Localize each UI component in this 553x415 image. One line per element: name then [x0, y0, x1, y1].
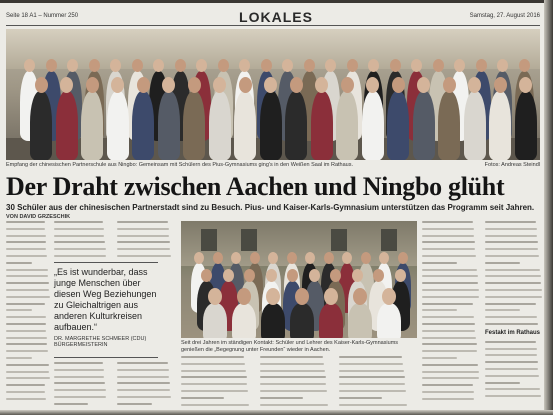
text-line	[422, 337, 476, 339]
text-column-7	[422, 221, 480, 405]
person-head	[476, 59, 487, 72]
text-line	[181, 390, 248, 392]
person-silhouette	[438, 91, 460, 160]
person-silhouette	[183, 91, 205, 160]
text-line	[54, 221, 103, 223]
sidebar-title: Festakt im Rathaus	[485, 329, 541, 336]
text-line	[117, 403, 152, 405]
person-head	[379, 252, 389, 264]
text-line	[6, 391, 45, 393]
person-head	[132, 59, 143, 72]
person-silhouette	[234, 91, 256, 160]
text-line	[6, 248, 46, 250]
sidebar-column	[485, 221, 543, 402]
person-head	[239, 77, 252, 93]
text-line	[422, 343, 477, 345]
text-line	[54, 235, 104, 237]
text-line	[117, 362, 168, 364]
text-line	[54, 389, 106, 391]
text-line	[422, 371, 479, 373]
person-head	[282, 59, 293, 72]
text-line	[422, 309, 457, 311]
text-line	[260, 383, 326, 385]
text-line	[6, 330, 46, 332]
person-head	[443, 77, 456, 93]
person-head	[454, 59, 465, 72]
text-line	[260, 404, 328, 406]
person-head	[213, 252, 223, 264]
text-line	[54, 228, 104, 230]
text-line	[485, 296, 542, 298]
caption-text: Empfang der chinesischen Partnerschule aus Ningbo: Gemeinsam mit Schülern des Pius-Gymnasiums ging's in den Weißen Saal im Rathaus.	[6, 162, 354, 168]
text-line	[6, 262, 32, 264]
text-line	[6, 255, 47, 257]
person-head	[497, 59, 508, 72]
text-line	[485, 323, 538, 325]
section-title: LOKALES	[239, 9, 313, 25]
text-line	[422, 357, 457, 359]
page-edge-bottom	[0, 410, 553, 415]
school-group-photo	[181, 221, 417, 338]
article-byline: VON DAVID GRZESCHIK	[6, 214, 71, 220]
text-line	[6, 364, 49, 366]
person-head	[287, 269, 298, 282]
person-head	[188, 77, 201, 93]
text-line	[485, 316, 537, 318]
text-line	[6, 221, 45, 223]
building-window	[331, 229, 347, 251]
person-head	[519, 77, 532, 93]
person-head	[417, 77, 430, 93]
text-line	[117, 369, 169, 371]
text-column-6	[339, 356, 411, 410]
page-edge-right	[544, 0, 553, 415]
text-line	[422, 303, 473, 305]
text-line	[6, 303, 45, 305]
person-silhouette	[261, 303, 285, 338]
person-head	[231, 252, 241, 264]
person-head	[290, 77, 303, 93]
person-head	[86, 77, 99, 93]
text-line	[339, 376, 405, 378]
text-line	[485, 341, 536, 343]
person-silhouette	[285, 91, 307, 160]
text-line	[117, 396, 171, 398]
person-head	[261, 59, 272, 72]
person-silhouette	[290, 303, 314, 338]
person-silhouette	[515, 91, 537, 160]
person-head	[67, 59, 78, 72]
text-line	[260, 356, 323, 358]
text-line	[6, 228, 45, 230]
photo-credit: Fotos: Andreas Steindl	[484, 162, 540, 168]
pull-quote	[54, 262, 158, 358]
person-head	[264, 77, 277, 93]
person-silhouette	[56, 91, 78, 160]
person-head	[341, 77, 354, 93]
text-line	[260, 370, 325, 372]
text-column-3-bottom	[117, 362, 175, 410]
person-head	[137, 77, 150, 93]
text-line	[485, 275, 541, 277]
photo-border-top	[0, 0, 553, 3]
text-line	[485, 262, 520, 264]
person-head	[382, 288, 396, 305]
person-head	[352, 269, 363, 282]
person-head	[325, 59, 336, 72]
building-window	[201, 229, 217, 251]
person-head	[411, 59, 422, 72]
text-line	[6, 235, 46, 237]
text-line	[6, 269, 48, 271]
text-line	[485, 395, 541, 397]
text-column-2-bottom	[54, 362, 110, 410]
quote-attribution: DR. MARGRETHE SCHMEER (CDU) BÜRGERMEISTERIN	[54, 336, 147, 348]
person-silhouette	[30, 91, 52, 160]
quote-text: „Es ist wunderbar, dass junge Menschen über diesen Weg Beziehungen zu Gleichaltrigen aus anderen Kulturkreisen aufbauen.“	[54, 267, 157, 332]
text-line	[422, 241, 475, 243]
person-silhouette	[158, 91, 180, 160]
text-line	[6, 377, 50, 379]
person-head	[395, 269, 406, 282]
text-line	[181, 383, 247, 385]
person-head	[46, 59, 57, 72]
text-line	[6, 323, 46, 325]
person-head	[390, 59, 401, 72]
text-line	[485, 348, 537, 350]
text-line	[422, 228, 474, 230]
text-line	[117, 248, 170, 250]
text-line	[485, 248, 538, 250]
text-line	[54, 376, 104, 378]
person-head	[324, 252, 334, 264]
text-line	[422, 323, 475, 325]
person-head	[287, 252, 297, 264]
text-line	[339, 356, 402, 358]
text-line	[422, 255, 476, 257]
text-column-3-top	[117, 221, 175, 259]
text-line	[117, 382, 170, 384]
text-line	[54, 396, 106, 398]
text-line	[6, 282, 49, 284]
text-line	[422, 330, 475, 332]
person-silhouette	[387, 91, 409, 160]
person-head	[208, 288, 222, 305]
person-head	[366, 77, 379, 93]
text-line	[339, 383, 405, 385]
person-head	[175, 59, 186, 72]
text-line	[485, 309, 520, 311]
person-silhouette	[319, 303, 343, 338]
text-line	[485, 221, 536, 223]
text-line	[485, 354, 537, 356]
text-line	[6, 350, 48, 352]
text-line	[339, 404, 407, 406]
text-line	[339, 370, 404, 372]
text-line	[54, 362, 103, 364]
person-head	[295, 288, 309, 305]
text-line	[260, 363, 324, 365]
person-head	[342, 252, 352, 264]
person-silhouette	[311, 91, 333, 160]
text-line	[422, 262, 457, 264]
person-head	[468, 77, 481, 93]
article-headline: Der Draht zwischen Aachen und Ningbo glüht	[6, 172, 505, 201]
text-line	[117, 235, 169, 237]
text-line	[54, 369, 104, 371]
person-silhouette	[260, 91, 282, 160]
person-silhouette	[209, 91, 231, 160]
person-head	[24, 59, 35, 72]
text-column-2-top	[54, 221, 110, 259]
text-line	[485, 282, 541, 284]
text-line	[485, 303, 536, 305]
text-line	[485, 382, 520, 384]
person-head	[162, 77, 175, 93]
text-line	[117, 228, 169, 230]
text-line	[181, 356, 244, 358]
person-head	[250, 252, 260, 264]
text-line	[117, 376, 169, 378]
text-line	[117, 255, 171, 257]
person-silhouette	[232, 303, 256, 338]
person-silhouette	[489, 91, 511, 160]
article-subhead: 30 Schüler aus der chinesischen Partnerstadt sind zu Besuch. Pius- und Kaiser-Karls-Gymnasium unterstützen das Programm seit Jahren.	[6, 203, 535, 212]
person-silhouette	[336, 91, 358, 160]
person-head	[35, 77, 48, 93]
text-line	[339, 363, 403, 365]
text-line	[485, 241, 538, 243]
text-line	[485, 289, 542, 291]
text-line	[6, 296, 50, 298]
text-line	[422, 275, 478, 277]
text-line	[54, 382, 105, 384]
person-head	[309, 269, 320, 282]
text-line	[54, 248, 106, 250]
text-line	[485, 388, 540, 390]
person-head	[223, 269, 234, 282]
person-head	[239, 59, 250, 72]
text-line	[422, 391, 474, 393]
person-silhouette	[464, 91, 486, 160]
text-line	[6, 398, 46, 400]
person-head	[244, 269, 255, 282]
text-line	[422, 377, 479, 379]
person-head	[266, 288, 280, 305]
person-head	[368, 59, 379, 72]
person-head	[268, 252, 278, 264]
text-line	[422, 221, 473, 223]
person-head	[266, 269, 277, 282]
text-line	[422, 316, 474, 318]
text-line	[181, 363, 245, 365]
text-line	[422, 289, 479, 291]
building-window	[381, 229, 397, 251]
text-line	[485, 269, 540, 271]
text-line	[181, 404, 249, 406]
text-line	[117, 389, 170, 391]
person-head	[218, 59, 229, 72]
person-silhouette	[413, 91, 435, 160]
text-line	[181, 376, 247, 378]
person-head	[304, 59, 315, 72]
text-line	[260, 376, 326, 378]
text-line	[485, 368, 538, 370]
text-line	[339, 397, 382, 399]
person-head	[315, 77, 328, 93]
person-head	[89, 59, 100, 72]
text-line	[6, 275, 48, 277]
text-line	[485, 235, 537, 237]
group-photo	[6, 29, 540, 160]
text-line	[485, 375, 539, 377]
person-head	[324, 288, 338, 305]
text-line	[422, 235, 474, 237]
person-head	[373, 269, 384, 282]
text-line	[6, 384, 45, 386]
person-head	[194, 252, 204, 264]
page-header	[6, 6, 540, 26]
person-head	[153, 59, 164, 72]
person-head	[305, 252, 315, 264]
text-line	[422, 350, 477, 352]
text-line	[422, 269, 477, 271]
text-line	[181, 370, 246, 372]
person-head	[353, 288, 367, 305]
person-head	[201, 269, 212, 282]
person-head	[196, 59, 207, 72]
person-head	[392, 77, 405, 93]
person-head	[110, 59, 121, 72]
person-head	[361, 252, 371, 264]
text-column-4	[181, 356, 253, 410]
text-line	[6, 343, 47, 345]
person-head	[213, 77, 226, 93]
person-silhouette	[81, 91, 103, 160]
person-head	[494, 77, 507, 93]
person-silhouette	[348, 303, 372, 338]
person-head	[398, 252, 408, 264]
person-head	[330, 269, 341, 282]
text-line	[422, 296, 479, 298]
text-line	[422, 248, 475, 250]
text-line	[485, 255, 539, 257]
photo-caption	[6, 162, 540, 168]
text-line	[54, 403, 88, 405]
person-silhouette	[132, 91, 154, 160]
text-line	[54, 255, 106, 257]
person-silhouette	[107, 91, 129, 160]
issue-date: Samstag, 27. August 2016	[469, 13, 540, 19]
text-column-1	[6, 221, 50, 405]
text-line	[260, 397, 303, 399]
text-line	[422, 364, 478, 366]
text-line	[117, 241, 170, 243]
text-line	[54, 241, 105, 243]
text-line	[6, 337, 47, 339]
text-line	[422, 398, 474, 400]
text-column-5	[260, 356, 332, 410]
person-head	[433, 59, 444, 72]
text-line	[6, 357, 32, 359]
person-head	[111, 77, 124, 93]
person-head	[519, 59, 530, 72]
text-line	[422, 282, 478, 284]
text-line	[260, 390, 327, 392]
mid-photo-caption: Seit drei Jahren im ständigen Kontakt: Schüler und Lehrer des Kaiser-Karls-Gymnasiums genießen die „Begegnung unter Freunden“ wieder in Aachen.	[181, 340, 399, 353]
text-line	[6, 371, 49, 373]
page-info: Seite 18 A1 – Nummer 250	[6, 13, 79, 19]
text-line	[422, 384, 473, 386]
text-line	[485, 228, 537, 230]
text-line	[6, 289, 49, 291]
text-line	[6, 316, 46, 318]
person-head	[60, 77, 73, 93]
person-silhouette	[362, 91, 384, 160]
person-silhouette	[203, 303, 227, 338]
person-head	[237, 288, 251, 305]
building-window	[241, 229, 257, 251]
text-line	[339, 390, 406, 392]
person-silhouette	[377, 303, 401, 338]
text-line	[485, 361, 538, 363]
text-line	[181, 397, 224, 399]
text-line	[6, 241, 46, 243]
text-line	[6, 309, 32, 311]
text-line	[117, 221, 168, 223]
person-head	[347, 59, 358, 72]
